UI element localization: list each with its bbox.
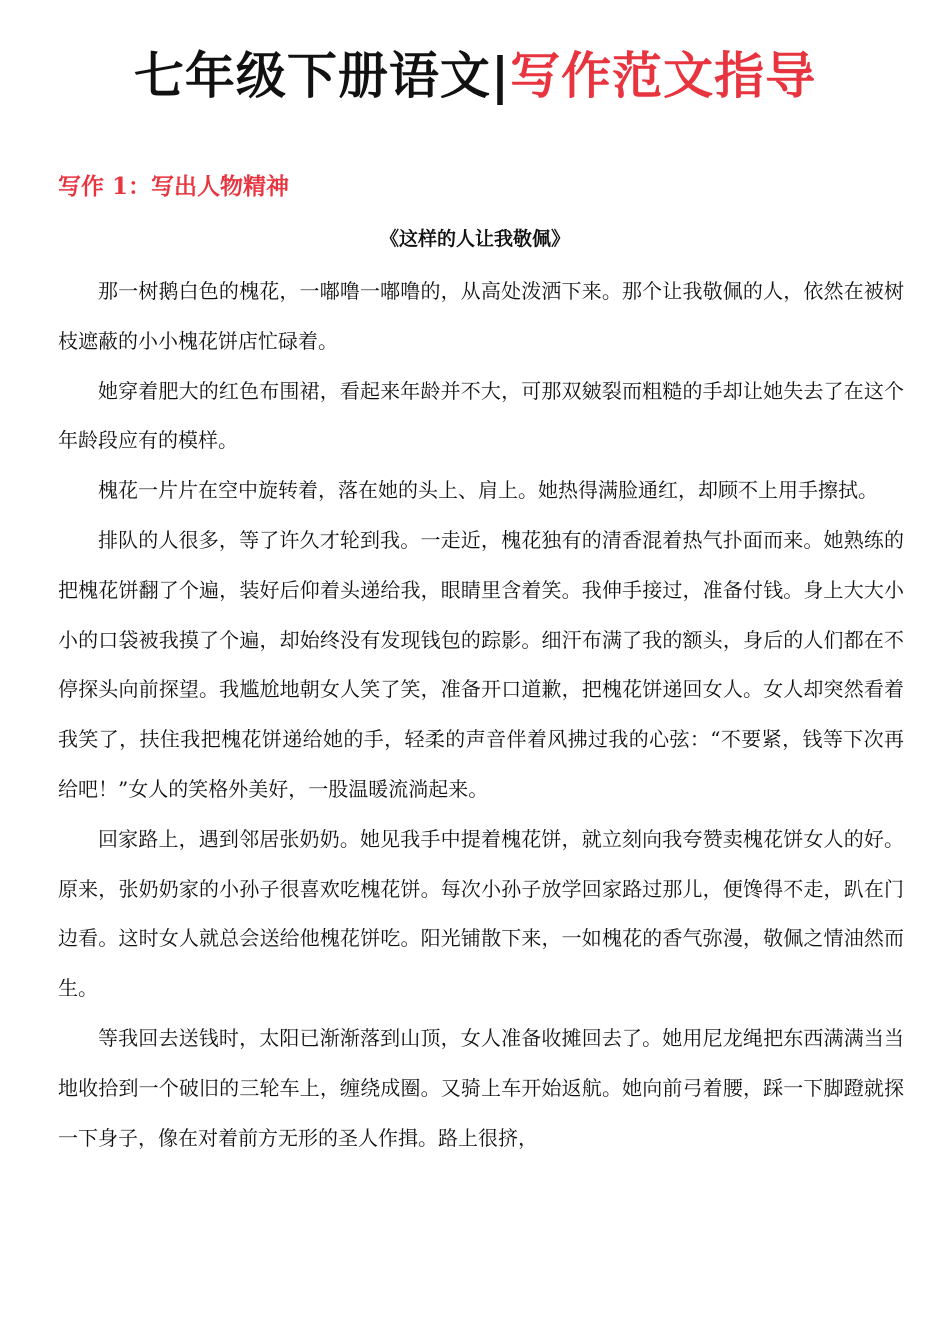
essay-paragraph: 那一树鹅白色的槐花，一嘟噜一嘟噜的，从高处泼洒下来。那个让我敬佩的人，依然在被树枝遮蔽的小小槐花饼店忙碌着。 (58, 279, 904, 353)
section-heading: 写作 1：写出人物精神 (58, 173, 290, 200)
title-highlight: 写作范文指导 (510, 47, 817, 105)
document-title (0, 44, 950, 108)
essay-paragraph: 槐花一片片在空中旋转着，落在她的头上、肩上。她热得满脸通红，却顾不上用手擦拭。 (98, 478, 878, 503)
essay-paragraph: 回家路上，遇到邻居张奶奶。她见我手中提着槐花饼，就立刻向我夸赞卖槐花饼女人的好。原来，张奶奶家的小孙子很喜欢吃槐花饼。每次小孙子放学回家路过那儿，便馋得不走，趴在门边看。这时女人就总会送给他槐花饼吃。阳光铺散下来，一如槐花的香气弥漫，敬佩之情油然而生。 (58, 826, 904, 1001)
essay-paragraph: 她穿着肥大的红色布围裙，看起来年龄并不大，可那双皴裂而粗糙的手却让她失去了在这个年龄段应有的模样。 (58, 378, 904, 453)
essay-paragraph: 等我回去送钱时，太阳已渐渐落到山顶，女人准备收摊回去了。她用尼龙绳把东西满满当当地收拾到一个破旧的三轮车上，缠绕成圈。又骑上车开始返航。她向前弓着腰，踩一下脚蹬就探一下身子，像在对着前方无形的圣人作揖。路上很挤， (58, 1025, 904, 1150)
essay-title: 《这样的人让我敬佩》 (379, 228, 570, 250)
essay-paragraph: 排队的人很多，等了许久才轮到我。一走近，槐花独有的清香混着热气扑面而来。她熟练的把槐花饼翻了个遍，装好后仰着头递给我，眼睛里含着笑。我伸手接过，准备付钱。身上大大小小的口袋被我摸了个遍，却始终没有发现钱包的踪影。细汗布满了我的额头，身后的人们都在不停探头向前探望。我尴尬地朝女人笑了笑，准备开口道歉，把槐花饼递回女人。女人却突然看着我笑了，扶住我把槐花饼递给她的手，轻柔的声音伴着风拂过我的心弦：“不要紧，钱等下次再给吧！”女人的笑格外美好，一股温暖流淌起来。 (58, 527, 904, 801)
title-separator: | (490, 47, 511, 105)
essay-body (58, 267, 904, 1163)
title-main: 七年级下册语文 (133, 47, 491, 105)
